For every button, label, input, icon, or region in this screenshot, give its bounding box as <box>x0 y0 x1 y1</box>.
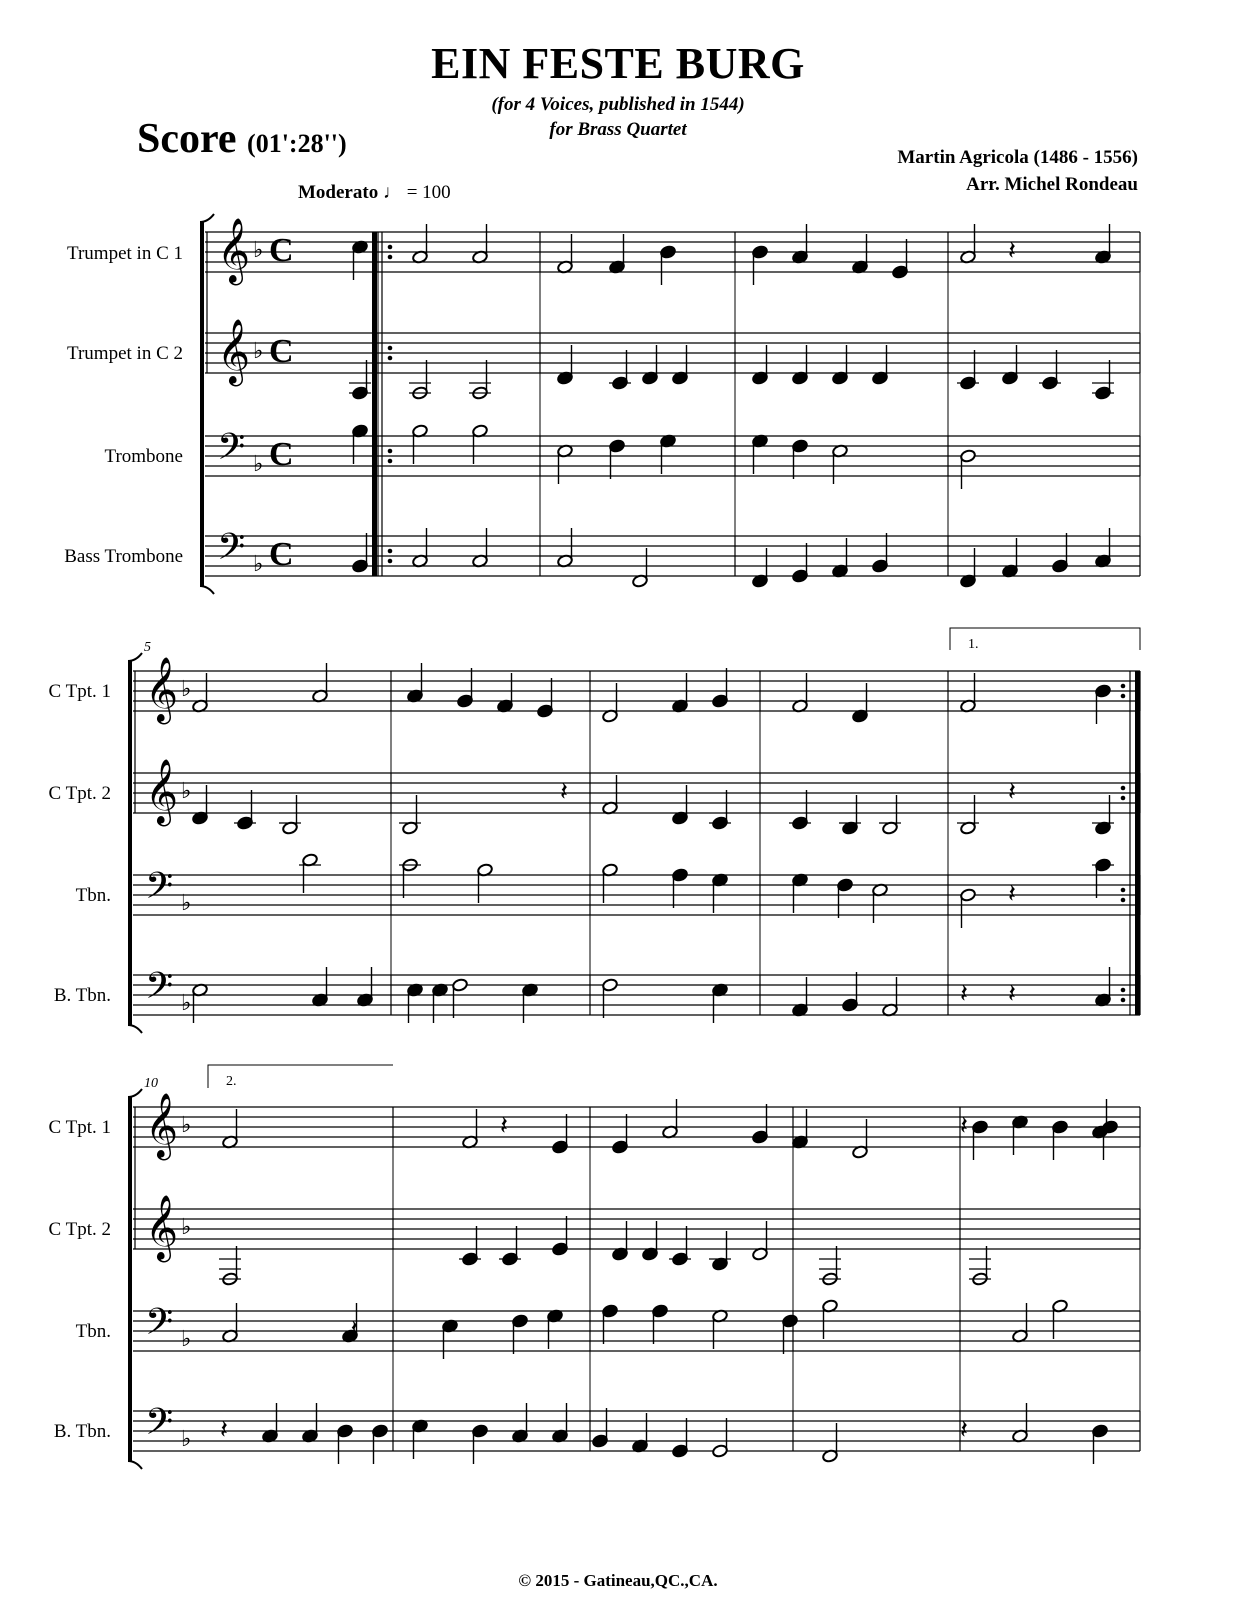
tempo-value: = 100 <box>406 182 451 203</box>
quarter-rest-icon: 𝄽 <box>220 1415 228 1444</box>
repeat-end-thick-bar <box>1135 671 1140 1015</box>
quarter-rest-icon: 𝄽 <box>960 1111 968 1140</box>
key-signature-flat-icon: ♭ <box>253 338 264 363</box>
bracket-hook <box>200 586 214 594</box>
quarter-rest-icon: 𝄽 <box>350 1315 358 1344</box>
instrument-label: C Tpt. 1 <box>48 681 111 702</box>
quarter-rest-icon: 𝄽 <box>1008 879 1016 908</box>
repeat-dot <box>388 449 393 454</box>
instrument-label: Tbn. <box>75 885 111 906</box>
repeat-dot <box>1121 796 1126 801</box>
key-signature-flat-icon: ♭ <box>253 551 264 576</box>
instrument-label: C Tpt. 1 <box>48 1117 111 1138</box>
score-title: EIN FESTE BURG <box>431 39 805 88</box>
repeat-dot <box>388 459 393 464</box>
key-signature-flat-icon: ♭ <box>181 1326 192 1351</box>
duration-label: (01':28'') <box>247 129 347 158</box>
subtitle-ensemble: for Brass Quartet <box>549 119 687 140</box>
repeat-dot <box>1121 694 1126 699</box>
bass-clef-icon: 𝄢 <box>145 1302 174 1351</box>
instrument-label: Tbn. <box>75 1321 111 1342</box>
quarter-rest-icon: 𝄽 <box>1008 979 1016 1008</box>
composer-credit: Martin Agricola (1486 - 1556) <box>897 147 1138 168</box>
subtitle-voices: (for 4 Voices, published in 1544) <box>491 94 745 115</box>
quarter-rest-icon: 𝄽 <box>1008 777 1016 806</box>
key-signature-flat-icon: ♭ <box>253 451 264 476</box>
time-signature-common: C <box>269 333 294 370</box>
repeat-start-thick-bar <box>372 232 377 576</box>
instrument-label: Bass Trombone <box>64 546 183 567</box>
system-2-labels <box>49 681 111 1006</box>
bracket-hook <box>128 1025 142 1033</box>
bracket-hook <box>128 1089 142 1097</box>
bass-clef-icon: 𝄢 <box>217 527 246 576</box>
quarter-rest-icon: 𝄽 <box>500 1111 508 1140</box>
arranger-credit: Arr. Michel Rondeau <box>966 174 1138 195</box>
key-signature-flat-icon: ♭ <box>181 990 192 1015</box>
quarter-rest-icon: 𝄽 <box>960 1415 968 1444</box>
instrument-label: B. Tbn. <box>53 985 111 1006</box>
repeat-dot <box>1121 786 1126 791</box>
quarter-rest-icon: 𝄽 <box>560 777 568 806</box>
repeat-dot <box>388 245 393 250</box>
ending-label: 1. <box>968 637 979 652</box>
treble-clef-icon: 𝄞 <box>145 761 179 823</box>
bass-clef-icon: 𝄢 <box>145 966 174 1015</box>
system-3-labels <box>49 1117 111 1442</box>
repeat-dot <box>388 356 393 361</box>
time-signature-common: C <box>269 232 294 269</box>
key-signature-flat-icon: ♭ <box>181 1426 192 1451</box>
key-signature-flat-icon: ♭ <box>181 890 192 915</box>
copyright-footer: © 2015 - Gatineau,QC.,CA. <box>518 1571 718 1590</box>
repeat-dot <box>1121 888 1126 893</box>
instrument-label: Trumpet in C 2 <box>67 343 183 364</box>
treble-clef-icon: 𝄞 <box>217 220 251 282</box>
measure-number: 10 <box>144 1076 158 1091</box>
repeat-dot <box>388 346 393 351</box>
ending-label: 2. <box>226 1074 237 1089</box>
treble-clef-icon: 𝄞 <box>145 1095 179 1157</box>
notation-layer <box>128 214 1140 1469</box>
volta-bracket-1 <box>950 628 1140 650</box>
quarter-rest-icon: 𝄽 <box>1008 236 1016 265</box>
bass-clef-icon: 𝄢 <box>217 427 246 476</box>
instrument-label: Trumpet in C 1 <box>67 243 183 264</box>
quarter-note-icon: ♩ <box>382 182 402 203</box>
treble-clef-icon: 𝄞 <box>145 659 179 721</box>
score-label: Score <box>137 116 237 162</box>
repeat-dot <box>1121 998 1126 1003</box>
tempo-label: Moderato <box>298 182 379 203</box>
instrument-label: Trombone <box>104 446 183 467</box>
key-signature-flat-icon: ♭ <box>181 1214 192 1239</box>
instrument-label: C Tpt. 2 <box>48 783 111 804</box>
quarter-rest-icon: 𝄽 <box>960 979 968 1008</box>
key-signature-flat-icon: ♭ <box>181 676 192 701</box>
repeat-dot <box>388 255 393 260</box>
treble-clef-icon: 𝄞 <box>145 1197 179 1259</box>
bracket-hook <box>200 214 214 222</box>
repeat-dot <box>388 559 393 564</box>
instrument-label: C Tpt. 2 <box>48 1219 111 1240</box>
time-signature-common: C <box>269 536 294 573</box>
system-1-labels <box>64 243 183 567</box>
bass-clef-icon: 𝄢 <box>145 866 174 915</box>
bracket-hook <box>128 653 142 661</box>
key-signature-flat-icon: ♭ <box>181 1112 192 1137</box>
repeat-dot <box>1121 684 1126 689</box>
time-signature-common: C <box>269 436 294 473</box>
bracket-hook <box>128 1461 142 1469</box>
instrument-label: B. Tbn. <box>53 1421 111 1442</box>
key-signature-flat-icon: ♭ <box>253 237 264 262</box>
repeat-dot <box>1121 898 1126 903</box>
measure-number: 5 <box>144 640 151 655</box>
treble-clef-icon: 𝄞 <box>217 321 251 383</box>
key-signature-flat-icon: ♭ <box>181 778 192 803</box>
repeat-dot <box>1121 988 1126 993</box>
bass-clef-icon: 𝄢 <box>145 1402 174 1451</box>
repeat-dot <box>388 549 393 554</box>
